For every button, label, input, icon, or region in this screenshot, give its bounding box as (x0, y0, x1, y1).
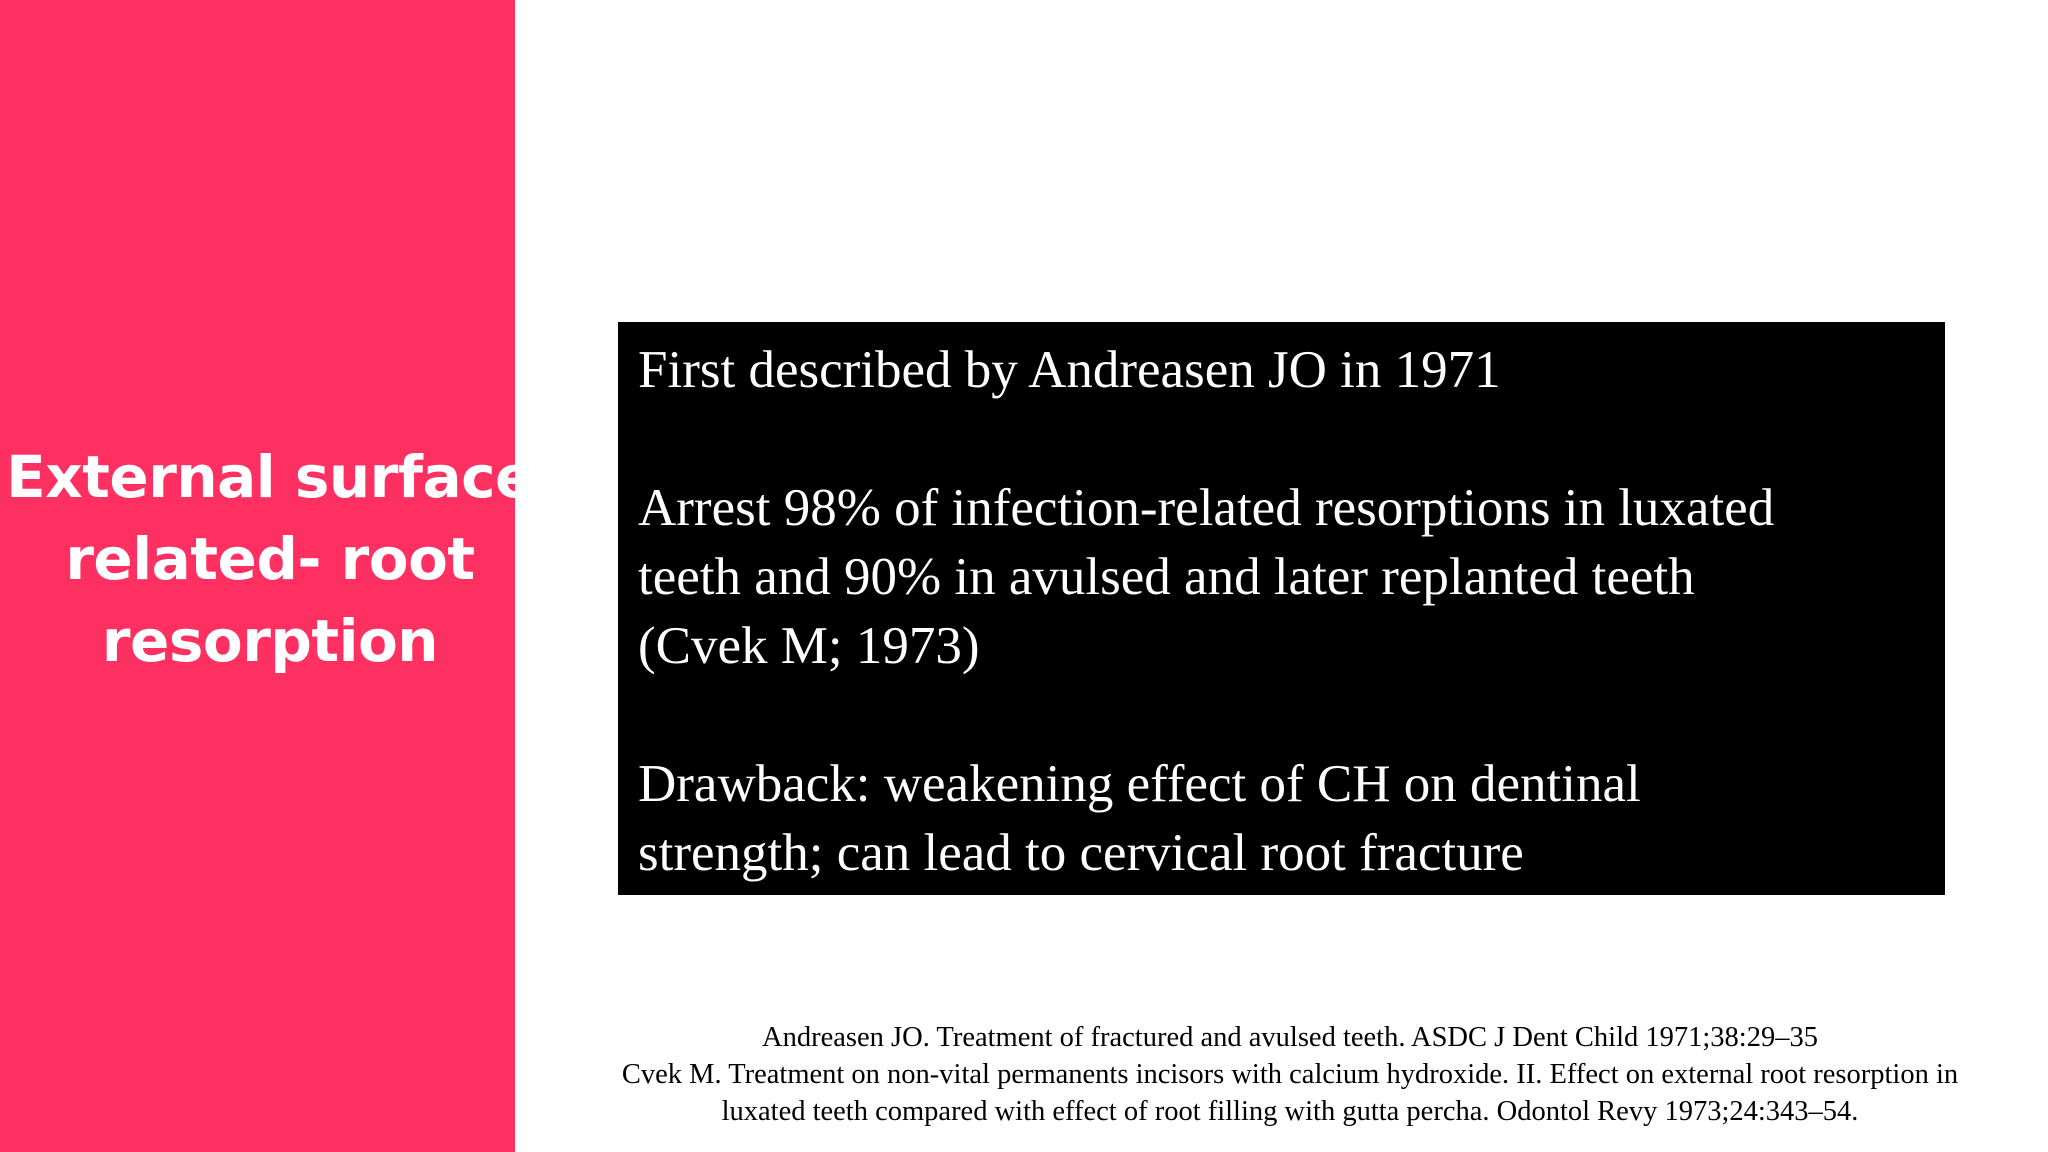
title-sidebar (0, 0, 534, 1152)
slide-title-line: resorption (101, 607, 439, 675)
content-line: teeth and 90% in avulsed and later replanted teeth (638, 548, 1695, 606)
content-line: First described by Andreasen JO in 1971 (638, 341, 1501, 399)
content-line: (Cvek M; 1973) (638, 617, 980, 675)
reference-line: Andreasen JO. Treatment of fractured and avulsed teeth. ASDC J Dent Child 1971;38:29–35 (762, 1022, 1818, 1053)
slide-title (0, 436, 540, 682)
paragraph-gap (638, 681, 1925, 750)
content-line: Arrest 98% of infection-related resorptions in luxated (638, 479, 1775, 537)
slide-title-line: related- root (65, 525, 475, 593)
content-line: strength; can lead to cervical root fracture (638, 824, 1524, 882)
paragraph-gap (638, 405, 1925, 474)
content-box (618, 322, 1945, 895)
reference-line: Cvek M. Treatment on non-vital permanents incisors with calcium hydroxide. II. Effect on external root resorption in (621, 1059, 1959, 1090)
content-line: Drawback: weakening effect of CH on dentinal (638, 755, 1641, 813)
slide-title-line: External surface (6, 443, 534, 511)
references (540, 1019, 2040, 1130)
reference-line: luxated teeth compared with effect of root filling with gutta percha. Odontol Revy 1973;24:343–54. (721, 1096, 1859, 1127)
